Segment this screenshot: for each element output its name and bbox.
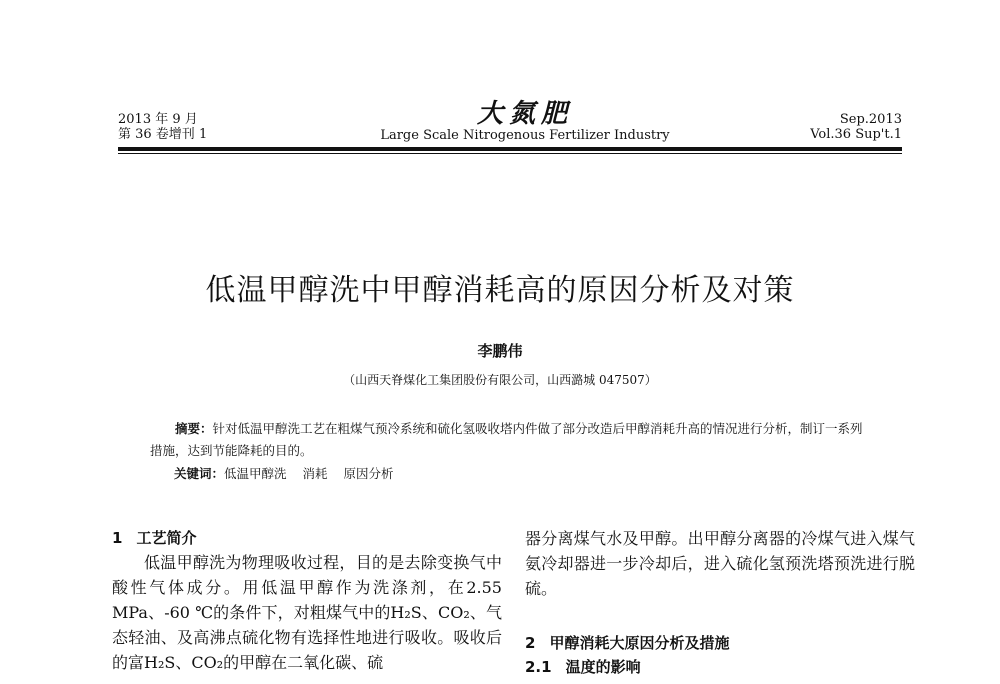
article-title: 低温甲醇洗中甲醇消耗高的原因分析及对策 xyxy=(205,273,795,308)
keywords-label: 关键词： xyxy=(174,466,225,481)
right-column xyxy=(525,526,915,679)
subsection-title: 温度的影响 xyxy=(565,658,641,676)
section-number: 2 xyxy=(525,634,536,652)
section-2-1-heading xyxy=(525,655,915,679)
article-affiliation: （山西天脊煤化工集团股份有限公司，山西潞城 047507） xyxy=(343,373,657,387)
section-title: 工艺简介 xyxy=(136,529,197,547)
section-number: 1 xyxy=(112,529,123,547)
abstract-label: 摘要： xyxy=(175,421,213,436)
subsection-number: 2.1 xyxy=(525,658,552,676)
section-title: 甲醇消耗大原因分析及措施 xyxy=(549,634,730,652)
issue-date-en: Sep.2013 xyxy=(839,112,902,127)
section-1-heading xyxy=(112,526,502,550)
article-author: 李鹏伟 xyxy=(477,342,523,360)
header-rule-thin xyxy=(118,153,902,154)
volume-cn: 第 36 卷增刊 1 xyxy=(118,127,208,142)
journal-english-name: Large Scale Nitrogenous Fertilizer Industry xyxy=(380,128,670,143)
abstract xyxy=(150,418,870,462)
keyword: 消耗 xyxy=(302,466,328,481)
left-column xyxy=(112,526,502,675)
abstract-text: 针对低温甲醇洗工艺在粗煤气预冷系统和硫化氢吸收塔内件做了部分改造后甲醇消耗升高的情况进行分析，制订一系列措施，达到节能降耗的目的。 xyxy=(150,421,863,458)
section-2-heading xyxy=(525,631,915,655)
continued-paragraph: 器分离煤气水及甲醇。出甲醇分离器的冷煤气进入煤气氨冷却器进一步冷却后，进入硫化氢预洗塔预洗进行脱硫。 xyxy=(525,529,915,598)
keyword: 低温甲醇洗 xyxy=(224,466,287,481)
header-left xyxy=(118,112,207,142)
issue-date-cn: 2013 年 9 月 xyxy=(118,112,198,127)
header-rule-thick xyxy=(118,147,902,151)
header-right xyxy=(810,112,902,142)
volume-en: Vol.36 Sup't.1 xyxy=(810,127,902,142)
header-center xyxy=(380,100,670,143)
section-1-paragraph: 低温甲醇洗为物理吸收过程，目的是去除变换气中酸性气体成分。用低温甲醇作为洗涤剂，在2.55 MPa、-60 ℃的条件下，对粗煤气中的H₂S、CO₂、气态轻油、及高沸点硫化物有选择性地进行吸收。吸收后的富H₂S、CO₂的甲醇在二氧化碳、硫 xyxy=(112,553,502,672)
keywords xyxy=(174,464,410,484)
keyword: 原因分析 xyxy=(343,466,394,481)
journal-masthead: 大氮肥 xyxy=(476,99,573,129)
